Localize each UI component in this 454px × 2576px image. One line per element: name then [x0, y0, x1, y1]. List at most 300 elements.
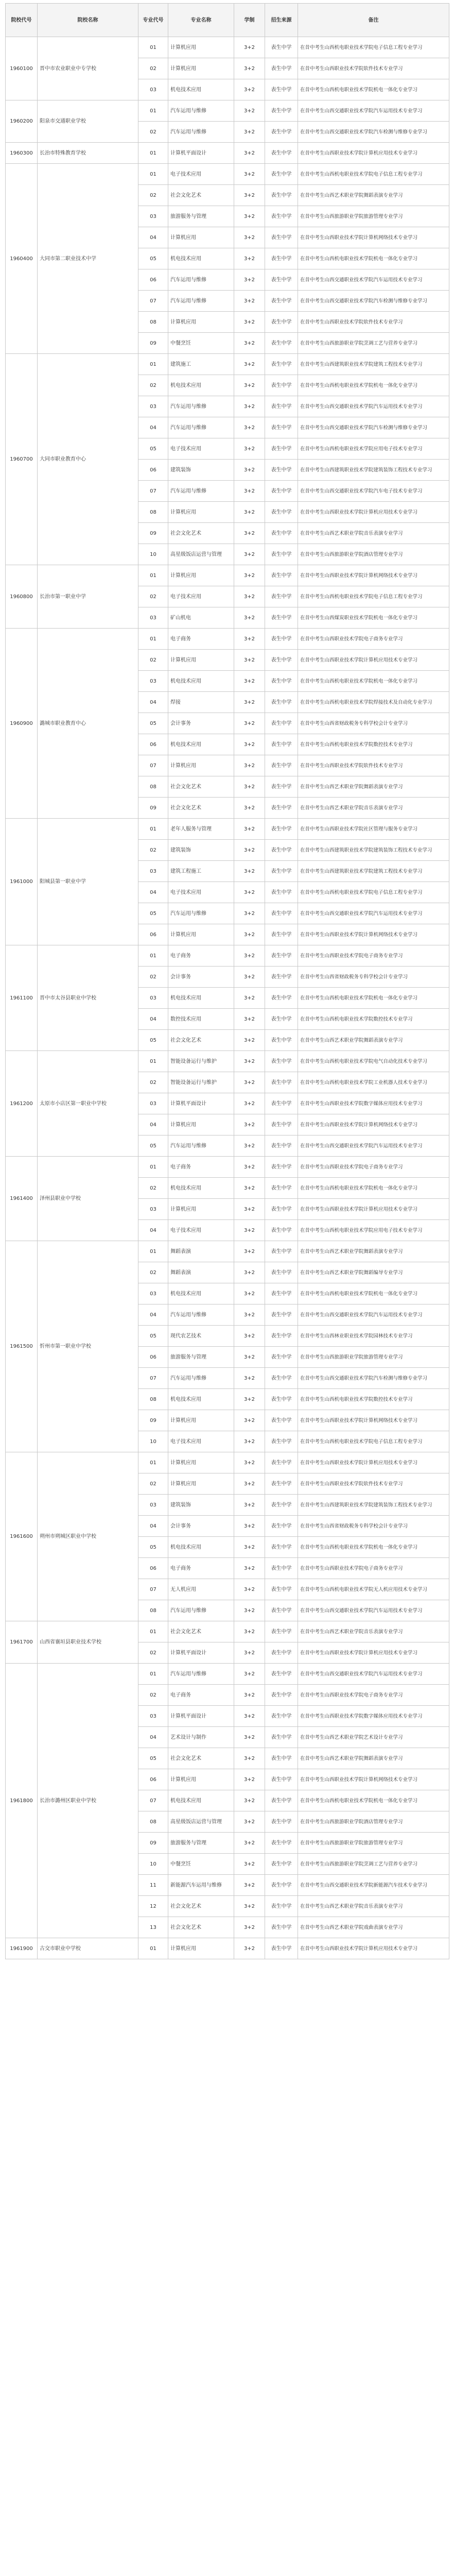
remark-cell: 在昔中考生山西职业技术学院电子商务专业学习: [298, 1157, 449, 1178]
major-code-cell: 04: [138, 692, 168, 713]
school-name-cell: 大同市职业教育中心: [38, 354, 138, 565]
remark-cell: 在昔中考生山西交通职业技术学院汽车运用技术专业学习: [298, 269, 449, 291]
major-name-cell: 计算机应用: [168, 1410, 234, 1431]
years-cell: 3+2: [234, 1558, 265, 1579]
years-cell: 3+2: [234, 269, 265, 291]
years-cell: 3+2: [234, 460, 265, 481]
major-name-cell: 计算机应用: [168, 1769, 234, 1790]
remark-cell: 在昔中考生山西艺术职业学院音乐表演专业学习: [298, 523, 449, 544]
source-cell: 表生中学: [265, 1938, 298, 1959]
major-name-cell: 社会文化艺术: [168, 776, 234, 798]
years-cell: 3+2: [234, 988, 265, 1009]
major-name-cell: 社会文化艺术: [168, 185, 234, 206]
school-name-cell: 阳泉市交通职业学校: [38, 100, 138, 143]
remark-cell: 在昔中考生山西交通职业技术学院汽车检测与维修专业学习: [298, 1368, 449, 1389]
major-name-cell: 电子技术应用: [168, 882, 234, 903]
major-name-cell: 机电技术应用: [168, 1537, 234, 1558]
major-code-cell: 01: [138, 164, 168, 185]
source-cell: 表生中学: [265, 333, 298, 354]
major-name-cell: 建筑施工: [168, 354, 234, 375]
remark-cell: 在昔中考生山西旅游职业学院旅游管理专业学习: [298, 206, 449, 227]
years-cell: 3+2: [234, 1917, 265, 1938]
major-name-cell: 机电技术应用: [168, 1178, 234, 1199]
source-cell: 表生中学: [265, 1157, 298, 1178]
source-cell: 表生中学: [265, 1093, 298, 1114]
major-code-cell: 02: [138, 586, 168, 607]
major-code-cell: 03: [138, 1283, 168, 1304]
table-row: [6, 143, 449, 164]
source-cell: 表生中学: [265, 1875, 298, 1896]
remark-cell: 在昔中考生山西职业技术学院计算机网络技术专业学习: [298, 1769, 449, 1790]
major-code-cell: 02: [138, 1072, 168, 1093]
major-name-cell: 计算机应用: [168, 37, 234, 58]
remark-cell: 在昔中考生山西职业技术学院电子商务专业学习: [298, 1685, 449, 1706]
remark-cell: 在昔中考生山西交通职业技术学院汽车运用技术专业学习: [298, 100, 449, 122]
major-code-cell: 05: [138, 1537, 168, 1558]
remark-cell: 在昔中考生山西交通职业技术学院新能源汽车技术专业学习: [298, 1875, 449, 1896]
major-code-cell: 09: [138, 1833, 168, 1854]
remark-cell: 在昔中考生山西艺术职业学院舞蹈编导专业学习: [298, 1262, 449, 1283]
source-cell: 表生中学: [265, 1368, 298, 1389]
source-cell: 表生中学: [265, 1114, 298, 1136]
major-name-cell: 建筑装饰: [168, 1495, 234, 1516]
years-cell: 3+2: [234, 1896, 265, 1917]
remark-cell: 在昔中考生山西机电职业技术学院电子信息工程专业学习: [298, 882, 449, 903]
years-cell: 3+2: [234, 1347, 265, 1368]
years-cell: 3+2: [234, 100, 265, 122]
school-name-cell: 忻州市第一职业中学校: [38, 1241, 138, 1452]
major-name-cell: 机电技术应用: [168, 1790, 234, 1811]
school-code-cell: 1960300: [6, 143, 38, 164]
remark-cell: 在昔中考生山西旅游职业学院烹调工艺与营养专业学习: [298, 1854, 449, 1875]
source-cell: 表生中学: [265, 1283, 298, 1304]
source-cell: 表生中学: [265, 1326, 298, 1347]
source-cell: 表生中学: [265, 544, 298, 565]
remark-cell: 在昔中考生山西艺术职业学院舞蹈表演专业学习: [298, 1030, 449, 1051]
major-code-cell: 01: [138, 37, 168, 58]
major-code-cell: 06: [138, 1558, 168, 1579]
major-name-cell: 社会文化艺术: [168, 1748, 234, 1769]
years-cell: 3+2: [234, 776, 265, 798]
source-cell: 表生中学: [265, 143, 298, 164]
major-code-cell: 04: [138, 1727, 168, 1748]
school-name-cell: 山西省襄垣县职业技术学校: [38, 1621, 138, 1664]
remark-cell: 在昔中考生山西交通职业技术学院汽车运用技术专业学习: [298, 1600, 449, 1621]
years-cell: 3+2: [234, 438, 265, 460]
years-cell: 3+2: [234, 1537, 265, 1558]
major-code-cell: 03: [138, 861, 168, 882]
remark-cell: 在昔中考生山西职业技术学院计算机网络技术专业学习: [298, 227, 449, 248]
major-code-cell: 02: [138, 1178, 168, 1199]
years-cell: 3+2: [234, 1748, 265, 1769]
remark-cell: 在昔中考生山西交通职业技术学院汽车运用技术专业学习: [298, 1664, 449, 1685]
years-cell: 3+2: [234, 1241, 265, 1262]
source-cell: 表生中学: [265, 1664, 298, 1685]
major-code-cell: 03: [138, 1199, 168, 1220]
remark-cell: 在昔中考生山西职业技术学院计算机应用技术专业学习: [298, 1452, 449, 1473]
remark-cell: 在昔中考生山西职业技术学院数字媒体应用技术专业学习: [298, 1706, 449, 1727]
header-remark: 备注: [298, 4, 449, 37]
school-code-cell: 1961600: [6, 1452, 38, 1621]
major-name-cell: 智能设备运行与维护: [168, 1072, 234, 1093]
table-row: [6, 1157, 449, 1178]
major-code-cell: 03: [138, 607, 168, 629]
source-cell: 表生中学: [265, 1769, 298, 1790]
years-cell: 3+2: [234, 882, 265, 903]
major-name-cell: 旅游服务与管理: [168, 206, 234, 227]
years-cell: 3+2: [234, 1664, 265, 1685]
header-school-code: 院校代号: [6, 4, 38, 37]
remark-cell: 在昔中考生山西艺术职业学院舞蹈表演专业学习: [298, 1748, 449, 1769]
major-name-cell: 舞蹈表演: [168, 1262, 234, 1283]
remark-cell: 在昔中考生山西建筑职业技术学院建筑工程技术专业学习: [298, 354, 449, 375]
remark-cell: 在昔中考生山西职业技术学院计算机应用技术专业学习: [298, 502, 449, 523]
years-cell: 3+2: [234, 1157, 265, 1178]
source-cell: 表生中学: [265, 586, 298, 607]
major-code-cell: 07: [138, 481, 168, 502]
major-name-cell: 高星级饭店运营与管理: [168, 544, 234, 565]
school-code-cell: 1961700: [6, 1621, 38, 1664]
table-row: [6, 354, 449, 375]
major-name-cell: 社会文化艺术: [168, 1917, 234, 1938]
source-cell: 表生中学: [265, 671, 298, 692]
school-code-cell: 1961000: [6, 819, 38, 945]
source-cell: 表生中学: [265, 481, 298, 502]
source-cell: 表生中学: [265, 206, 298, 227]
remark-cell: 在昔中考生山西职业技术学院计算机网络技术专业学习: [298, 565, 449, 586]
remark-cell: 在昔中考生山西煤炭职业技术学院机电一体化专业学习: [298, 607, 449, 629]
major-name-cell: 中餐烹饪: [168, 333, 234, 354]
major-name-cell: 电子技术应用: [168, 164, 234, 185]
major-code-cell: 11: [138, 1875, 168, 1896]
source-cell: 表生中学: [265, 1748, 298, 1769]
years-cell: 3+2: [234, 840, 265, 861]
major-code-cell: 01: [138, 1051, 168, 1072]
years-cell: 3+2: [234, 1769, 265, 1790]
major-name-cell: 电子商务: [168, 1685, 234, 1706]
source-cell: 表生中学: [265, 798, 298, 819]
major-name-cell: 计算机平面设计: [168, 1642, 234, 1664]
major-name-cell: 社会文化艺术: [168, 1896, 234, 1917]
remark-cell: 在昔中考生山西旅游职业学院酒店管理专业学习: [298, 544, 449, 565]
remark-cell: 在昔中考生山西省财政税务专科学校会计专业学习: [298, 1516, 449, 1537]
major-name-cell: 矿山机电: [168, 607, 234, 629]
school-name-cell: 晋中市太谷县职业中学校: [38, 945, 138, 1051]
major-name-cell: 老年人服务与管理: [168, 819, 234, 840]
years-cell: 3+2: [234, 1875, 265, 1896]
major-name-cell: 计算机平面设计: [168, 1706, 234, 1727]
remark-cell: 在昔中考生山西艺术职业学院音乐表演专业学习: [298, 1896, 449, 1917]
remark-cell: 在昔中考生山西交通职业技术学院汽车运用技术专业学习: [298, 1304, 449, 1326]
source-cell: 表生中学: [265, 967, 298, 988]
table-row: [6, 1241, 449, 1262]
table-row: [6, 819, 449, 840]
remark-cell: 在昔中考生山西机电职业技术学院机电一体化专业学习: [298, 1537, 449, 1558]
major-name-cell: 汽车运用与维修: [168, 1136, 234, 1157]
source-cell: 表生中学: [265, 1896, 298, 1917]
major-name-cell: 会计事务: [168, 1516, 234, 1537]
major-name-cell: 汽车运用与维修: [168, 1664, 234, 1685]
major-name-cell: 计算机应用: [168, 1114, 234, 1136]
major-name-cell: 社会文化艺术: [168, 523, 234, 544]
years-cell: 3+2: [234, 1685, 265, 1706]
admission-table-sheet: [5, 3, 449, 1959]
major-code-cell: 08: [138, 1811, 168, 1833]
major-name-cell: 计算机应用: [168, 1452, 234, 1473]
major-code-cell: 01: [138, 1621, 168, 1642]
source-cell: 表生中学: [265, 1347, 298, 1368]
major-name-cell: 计算机应用: [168, 312, 234, 333]
major-code-cell: 06: [138, 734, 168, 755]
school-code-cell: 1961100: [6, 945, 38, 1051]
major-name-cell: 计算机应用: [168, 1938, 234, 1959]
source-cell: 表生中学: [265, 692, 298, 713]
school-code-cell: 1961200: [6, 1051, 38, 1157]
years-cell: 3+2: [234, 1326, 265, 1347]
years-cell: 3+2: [234, 1199, 265, 1220]
years-cell: 3+2: [234, 650, 265, 671]
source-cell: 表生中学: [265, 1537, 298, 1558]
source-cell: 表生中学: [265, 988, 298, 1009]
school-name-cell: 太原市小店区第一职业中学校: [38, 1051, 138, 1157]
years-cell: 3+2: [234, 523, 265, 544]
remark-cell: 在昔中考生山西职业技术学院电子商务专业学习: [298, 945, 449, 967]
header-years: 学制: [234, 4, 265, 37]
major-code-cell: 02: [138, 58, 168, 79]
major-code-cell: 06: [138, 269, 168, 291]
source-cell: 表生中学: [265, 1072, 298, 1093]
major-code-cell: 02: [138, 650, 168, 671]
remark-cell: 在昔中考生山西交通职业技术学院汽车运用技术专业学习: [298, 903, 449, 924]
table-row: [6, 1664, 449, 1685]
major-name-cell: 计算机平面设计: [168, 1093, 234, 1114]
years-cell: 3+2: [234, 798, 265, 819]
remark-cell: 在昔中考生山西机电职业技术学院焊接技术及自动化专业学习: [298, 692, 449, 713]
remark-cell: 在昔中考生山西机电职业技术学院机电一体化专业学习: [298, 1283, 449, 1304]
school-name-cell: 朔州市朔城区职业中学校: [38, 1452, 138, 1621]
years-cell: 3+2: [234, 544, 265, 565]
major-code-cell: 02: [138, 122, 168, 143]
source-cell: 表生中学: [265, 1833, 298, 1854]
source-cell: 表生中学: [265, 417, 298, 438]
source-cell: 表生中学: [265, 460, 298, 481]
remark-cell: 在昔中考生山西建筑职业技术学院建筑装饰工程技术专业学习: [298, 1495, 449, 1516]
source-cell: 表生中学: [265, 565, 298, 586]
source-cell: 表生中学: [265, 122, 298, 143]
major-code-cell: 01: [138, 1241, 168, 1262]
remark-cell: 在昔中考生山西机电职业技术学院应用电子技术专业学习: [298, 1220, 449, 1241]
years-cell: 3+2: [234, 1811, 265, 1833]
major-code-cell: 05: [138, 1326, 168, 1347]
major-code-cell: 07: [138, 1579, 168, 1600]
years-cell: 3+2: [234, 1452, 265, 1473]
remark-cell: 在昔中考生山西机电职业技术学院电子信息工程专业学习: [298, 586, 449, 607]
source-cell: 表生中学: [265, 1199, 298, 1220]
admission-table: [5, 3, 449, 1959]
remark-cell: 在昔中考生山西机电职业技术学院机电一体化专业学习: [298, 671, 449, 692]
remark-cell: 在昔中考生山西交通职业技术学院汽车检测与维修专业学习: [298, 417, 449, 438]
years-cell: 3+2: [234, 1114, 265, 1136]
remark-cell: 在昔中考生山西职业技术学院电子商务专业学习: [298, 629, 449, 650]
source-cell: 表生中学: [265, 1706, 298, 1727]
major-name-cell: 计算机平面设计: [168, 143, 234, 164]
school-name-cell: 阳城县第一职业中学: [38, 819, 138, 945]
remark-cell: 在昔中考生山西机电职业技术学院机电一体化专业学习: [298, 79, 449, 100]
major-code-cell: 01: [138, 1452, 168, 1473]
school-name-cell: 长治市特殊教育学校: [38, 143, 138, 164]
major-code-cell: 01: [138, 819, 168, 840]
major-name-cell: 高星级饭店运营与管理: [168, 1811, 234, 1833]
years-cell: 3+2: [234, 1833, 265, 1854]
source-cell: 表生中学: [265, 1452, 298, 1473]
years-cell: 3+2: [234, 58, 265, 79]
table-row: [6, 629, 449, 650]
school-code-cell: 1960700: [6, 354, 38, 565]
major-code-cell: 05: [138, 1748, 168, 1769]
major-name-cell: 汽车运用与维修: [168, 291, 234, 312]
years-cell: 3+2: [234, 1368, 265, 1389]
major-code-cell: 09: [138, 1410, 168, 1431]
years-cell: 3+2: [234, 607, 265, 629]
major-code-cell: 02: [138, 1642, 168, 1664]
years-cell: 3+2: [234, 1516, 265, 1537]
remark-cell: 在昔中考生山西职业技术学院计算机应用技术专业学习: [298, 1938, 449, 1959]
source-cell: 表生中学: [265, 354, 298, 375]
school-name-cell: 长治市潞州区职业中学校: [38, 1664, 138, 1938]
major-code-cell: 03: [138, 988, 168, 1009]
source-cell: 表生中学: [265, 650, 298, 671]
source-cell: 表生中学: [265, 924, 298, 945]
years-cell: 3+2: [234, 945, 265, 967]
years-cell: 3+2: [234, 1072, 265, 1093]
source-cell: 表生中学: [265, 1431, 298, 1452]
major-code-cell: 12: [138, 1896, 168, 1917]
years-cell: 3+2: [234, 122, 265, 143]
remark-cell: 在昔中考生山西机电职业技术学院数控技术专业学习: [298, 734, 449, 755]
header-school-name: 院校名称: [38, 4, 138, 37]
major-code-cell: 03: [138, 79, 168, 100]
source-cell: 表生中学: [265, 734, 298, 755]
source-cell: 表生中学: [265, 755, 298, 776]
source-cell: 表生中学: [265, 164, 298, 185]
source-cell: 表生中学: [265, 1495, 298, 1516]
major-code-cell: 04: [138, 1516, 168, 1537]
source-cell: 表生中学: [265, 100, 298, 122]
years-cell: 3+2: [234, 1727, 265, 1748]
source-cell: 表生中学: [265, 819, 298, 840]
major-code-cell: 02: [138, 375, 168, 396]
years-cell: 3+2: [234, 37, 265, 58]
years-cell: 3+2: [234, 1009, 265, 1030]
source-cell: 表生中学: [265, 523, 298, 544]
major-code-cell: 06: [138, 924, 168, 945]
years-cell: 3+2: [234, 1579, 265, 1600]
years-cell: 3+2: [234, 1283, 265, 1304]
source-cell: 表生中学: [265, 1854, 298, 1875]
major-code-cell: 09: [138, 798, 168, 819]
source-cell: 表生中学: [265, 1136, 298, 1157]
school-code-cell: 1961900: [6, 1938, 38, 1959]
remark-cell: 在昔中考生山西艺术职业学院舞蹈表演专业学习: [298, 1241, 449, 1262]
remark-cell: 在昔中考生山西交通职业技术学院汽车检测与维修专业学习: [298, 122, 449, 143]
source-cell: 表生中学: [265, 882, 298, 903]
years-cell: 3+2: [234, 1262, 265, 1283]
remark-cell: 在昔中考生山西职业技术学院计算机应用技术专业学习: [298, 1642, 449, 1664]
source-cell: 表生中学: [265, 945, 298, 967]
major-name-cell: 会计事务: [168, 967, 234, 988]
years-cell: 3+2: [234, 185, 265, 206]
years-cell: 3+2: [234, 1473, 265, 1495]
major-name-cell: 计算机应用: [168, 227, 234, 248]
source-cell: 表生中学: [265, 629, 298, 650]
major-name-cell: 焊接: [168, 692, 234, 713]
major-code-cell: 06: [138, 1347, 168, 1368]
major-name-cell: 计算机应用: [168, 755, 234, 776]
remark-cell: 在昔中考生山西机电职业技术学院电气自动化技术专业学习: [298, 1051, 449, 1072]
major-code-cell: 05: [138, 248, 168, 269]
major-name-cell: 社会文化艺术: [168, 798, 234, 819]
major-code-cell: 02: [138, 1262, 168, 1283]
major-name-cell: 电子技术应用: [168, 586, 234, 607]
source-cell: 表生中学: [265, 1642, 298, 1664]
remark-cell: 在昔中考生山西职业技术学院计算机网络技术专业学习: [298, 1410, 449, 1431]
years-cell: 3+2: [234, 1051, 265, 1072]
source-cell: 表生中学: [265, 1516, 298, 1537]
years-cell: 3+2: [234, 1389, 265, 1410]
major-code-cell: 01: [138, 565, 168, 586]
remark-cell: 在昔中考生山西机电职业技术学院机电一体化专业学习: [298, 248, 449, 269]
years-cell: 3+2: [234, 565, 265, 586]
major-code-cell: 04: [138, 227, 168, 248]
remark-cell: 在昔中考生山西职业技术学院社区管理与服务专业学习: [298, 819, 449, 840]
source-cell: 表生中学: [265, 1727, 298, 1748]
major-name-cell: 机电技术应用: [168, 79, 234, 100]
major-name-cell: 电子技术应用: [168, 1220, 234, 1241]
years-cell: 3+2: [234, 354, 265, 375]
major-code-cell: 02: [138, 967, 168, 988]
table-row: [6, 1621, 449, 1642]
major-name-cell: 数控技术应用: [168, 1009, 234, 1030]
years-cell: 3+2: [234, 502, 265, 523]
school-code-cell: 1960900: [6, 629, 38, 819]
years-cell: 3+2: [234, 1600, 265, 1621]
source-cell: 表生中学: [265, 776, 298, 798]
major-name-cell: 机电技术应用: [168, 375, 234, 396]
source-cell: 表生中学: [265, 861, 298, 882]
remark-cell: 在昔中考生山西职业技术学院计算机应用技术专业学习: [298, 143, 449, 164]
source-cell: 表生中学: [265, 269, 298, 291]
major-name-cell: 机电技术应用: [168, 248, 234, 269]
school-name-cell: 晋中市农业职业中专学校: [38, 37, 138, 100]
major-name-cell: 社会文化艺术: [168, 1621, 234, 1642]
years-cell: 3+2: [234, 1030, 265, 1051]
school-code-cell: 1961400: [6, 1157, 38, 1241]
remark-cell: 在昔中考生山西艺术职业学院舞蹈表演专业学习: [298, 776, 449, 798]
major-code-cell: 03: [138, 1706, 168, 1727]
source-cell: 表生中学: [265, 1811, 298, 1833]
source-cell: 表生中学: [265, 1600, 298, 1621]
source-cell: 表生中学: [265, 1241, 298, 1262]
major-name-cell: 汽车运用与维修: [168, 1304, 234, 1326]
major-code-cell: 07: [138, 291, 168, 312]
major-name-cell: 新能源汽车运用与维修: [168, 1875, 234, 1896]
years-cell: 3+2: [234, 1495, 265, 1516]
major-name-cell: 汽车运用与维修: [168, 396, 234, 417]
remark-cell: 在昔中考生山西职业技术学院软件技术专业学习: [298, 755, 449, 776]
remark-cell: 在昔中考生山西交通职业技术学院汽车运用技术专业学习: [298, 396, 449, 417]
major-name-cell: 机电技术应用: [168, 1283, 234, 1304]
table-row: [6, 1938, 449, 1959]
